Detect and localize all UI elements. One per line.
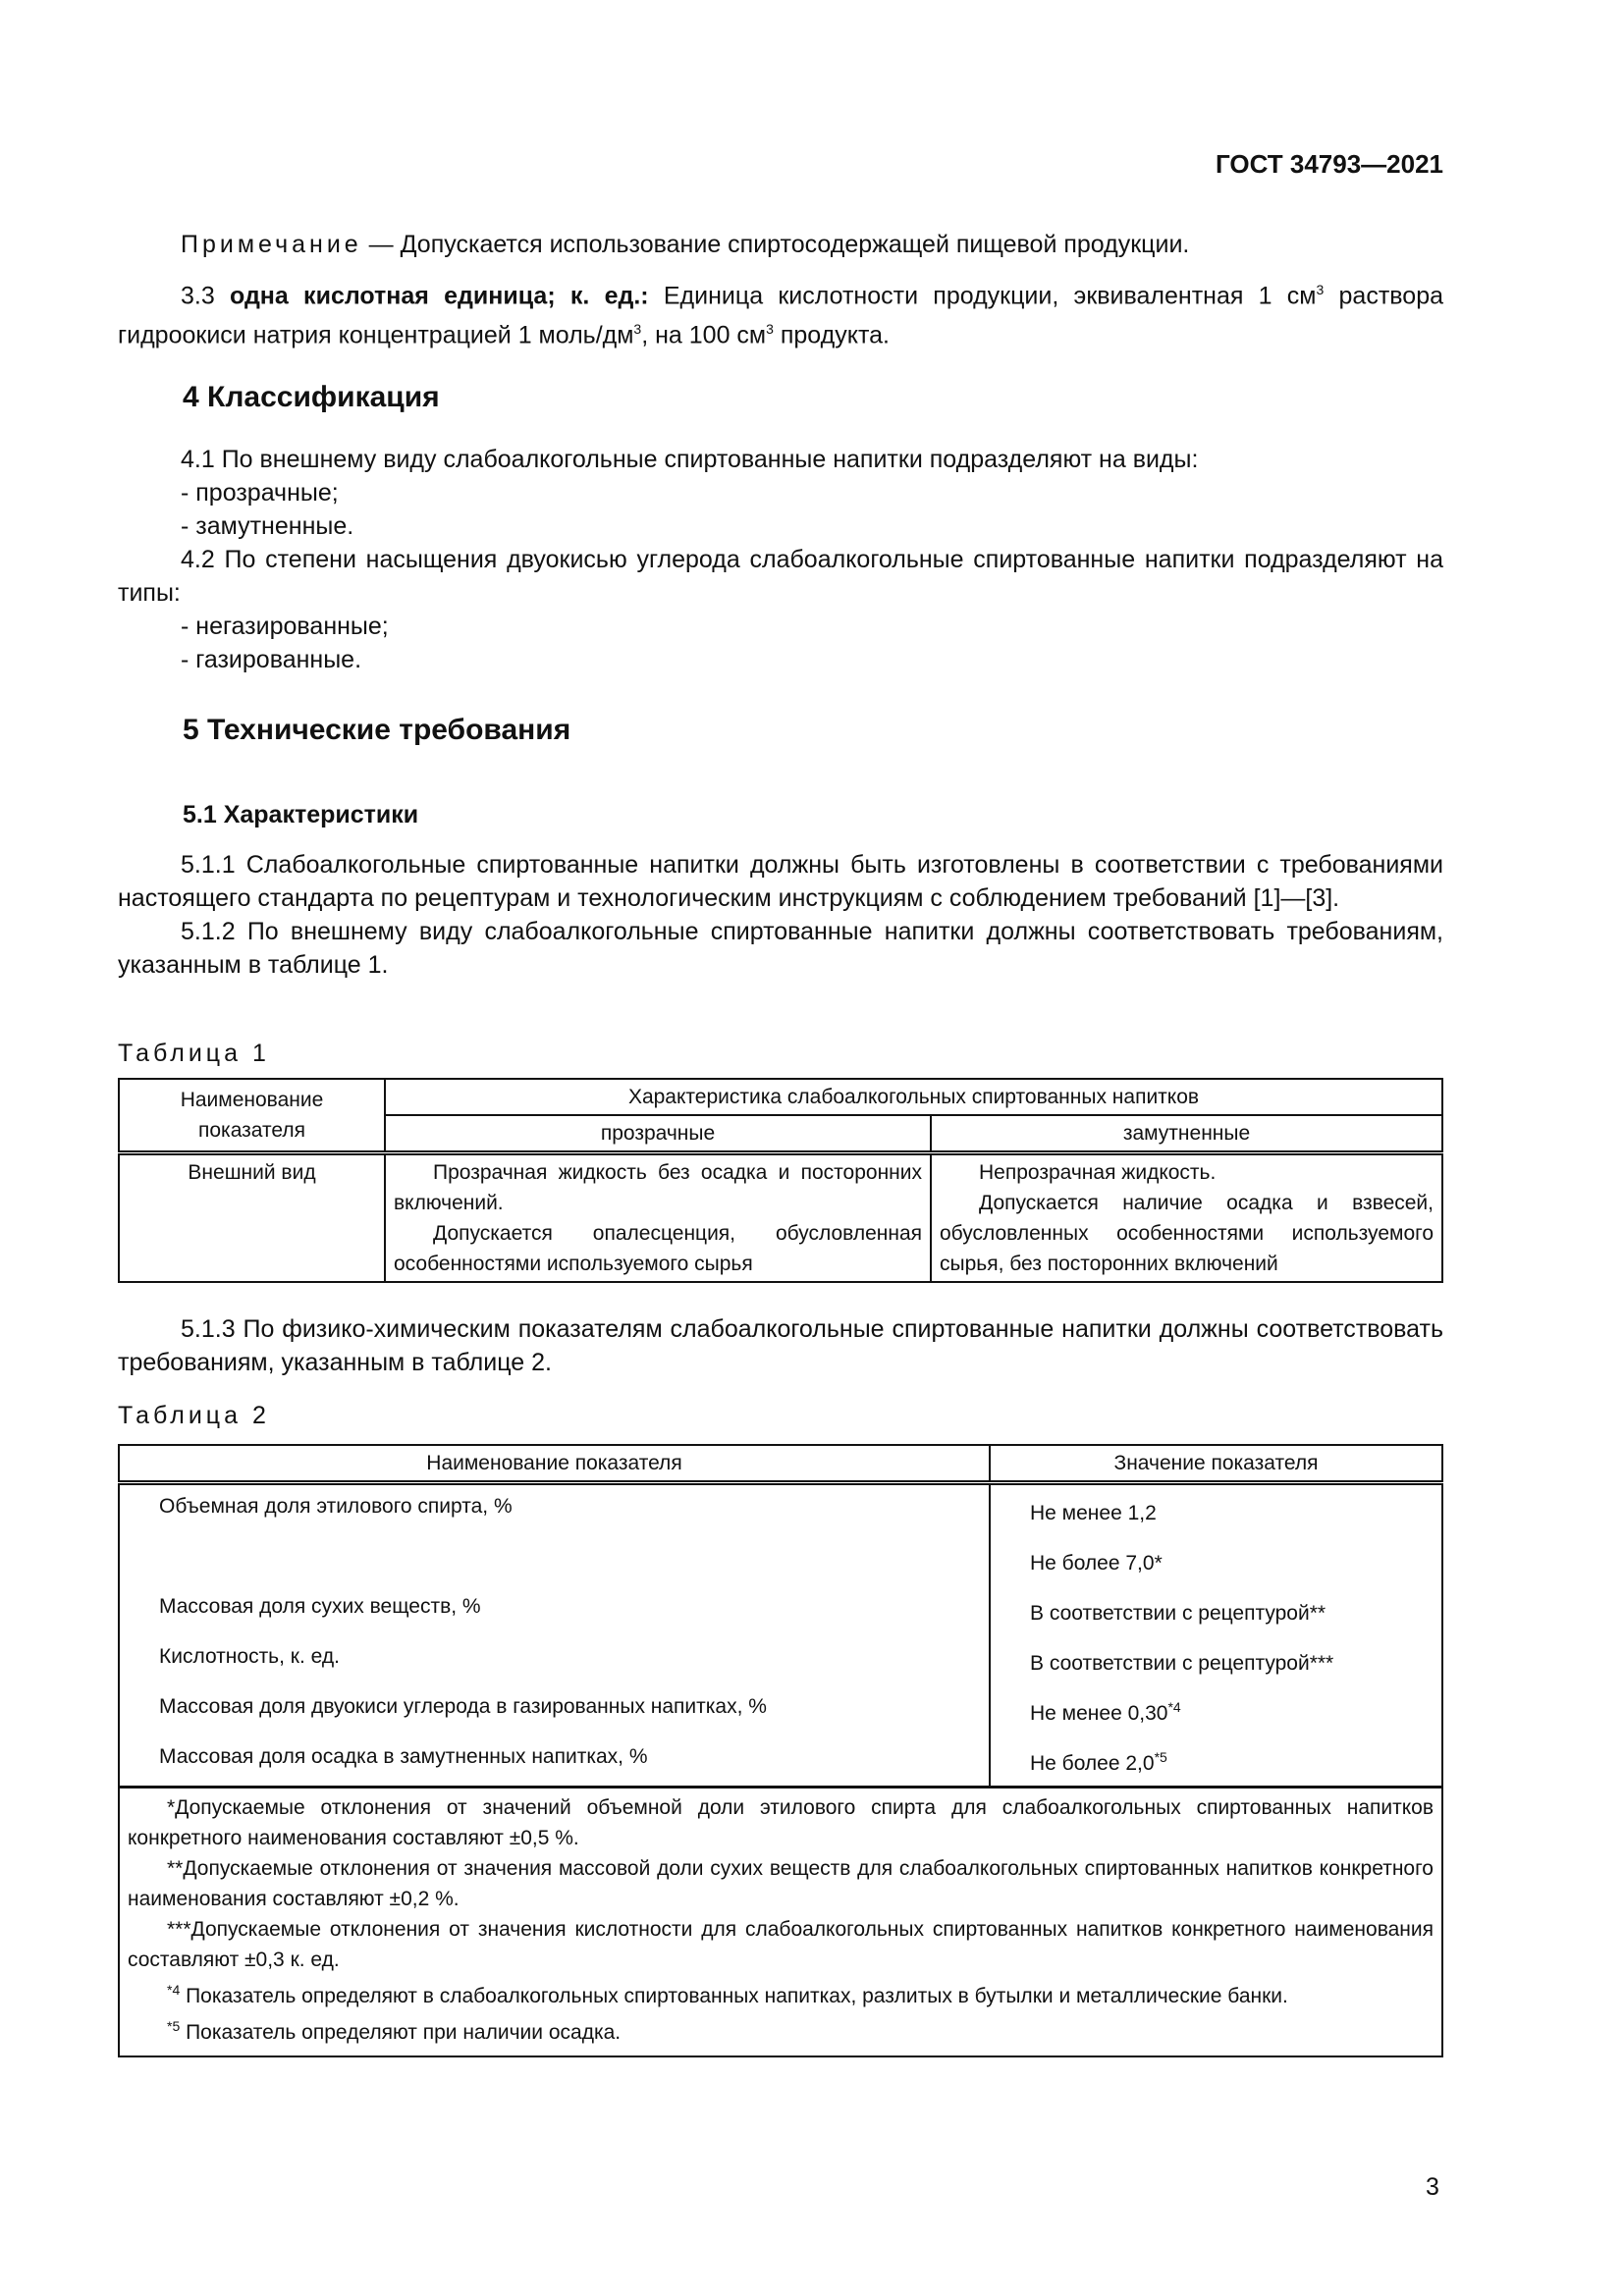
section-5-1-3	[118, 1312, 1443, 1379]
paragraph-5-1-3: 5.1.3 По физико-химическим показателям слабоалкогольные спиртованные напитки должны соответствовать требованиям, указанным в таблице 2.	[118, 1315, 1443, 1376]
section-5-heading	[183, 714, 1508, 747]
t1-cell: Прозрачная жидкость без осадка и посторонних включений.	[394, 1161, 922, 1214]
definition-3-3	[118, 273, 1443, 352]
t1-cell: Непрозрачная жидкость.	[979, 1161, 1217, 1184]
table2-caption	[118, 1399, 1443, 1432]
table1-caption	[118, 1037, 1443, 1070]
t2-value: Не более 7,0*	[1030, 1552, 1163, 1575]
t2-sup: *4	[1167, 1699, 1181, 1715]
t2-value: Не менее 1,2	[1030, 1502, 1157, 1524]
table-row	[119, 1535, 1442, 1585]
t2-value: Не более 2,0	[1030, 1752, 1155, 1775]
list-item: - газированные.	[181, 646, 362, 673]
footnote	[128, 1792, 1434, 1853]
document-id: ГОСТ 34793—2021	[1216, 149, 1443, 179]
t2-name: Кислотность, к. ед.	[119, 1635, 990, 1685]
paragraph-5-1-2: 5.1.2 По внешнему виду слабоалкогольные спиртованные напитки должны соответствовать требованиям, указанным в таблице 1.	[118, 918, 1443, 979]
paragraph: 4.2 По степени насыщения двуокисью углерода слабоалкогольные спиртованные напитки подразделяют на типы:	[118, 546, 1443, 607]
t2-sup: *5	[1154, 1749, 1167, 1765]
note-label: Примечание	[181, 231, 362, 258]
t2-value: В соответствии с рецептурой***	[1030, 1652, 1334, 1675]
footnote-text: Показатель определяют при наличии осадка.	[180, 2021, 622, 2044]
section-4-heading	[183, 381, 1508, 414]
t1-header-group: Характеристика слабоалкогольных спиртованных напитков	[385, 1079, 1442, 1115]
def-text: Единица кислотности продукции, эквивалентная 1 см	[648, 282, 1317, 310]
t2-value: В соответствии с рецептурой**	[1030, 1602, 1326, 1625]
footnote-text: **Допускаемые отклонения от значения массовой доли сухих веществ для слабоалкогольных спиртованных напитков конкретного наименования составляют ±0,2 %.	[128, 1857, 1434, 1910]
note	[118, 228, 1443, 261]
t2-name: Массовая доля двуокиси углерода в газированных напитках, %	[119, 1685, 990, 1735]
note-text: — Допускается использование спиртосодержащей пищевой продукции.	[361, 231, 1190, 258]
def-sup: 3	[1316, 282, 1325, 297]
def-num: 3.3	[181, 282, 230, 310]
table-2	[118, 1444, 1443, 2057]
caption: Таблица 1	[118, 1040, 270, 1067]
table-row	[119, 1735, 1442, 1788]
table-row	[119, 1483, 1442, 1536]
list-item: - негазированные;	[181, 613, 389, 640]
table-footnotes	[119, 1788, 1442, 2057]
def-sup: 3	[766, 321, 774, 338]
footnote-mark: *4	[167, 1982, 181, 1998]
table-row	[119, 1635, 1442, 1685]
footnote-mark: *5	[167, 2018, 181, 2034]
section-4-body	[118, 443, 1443, 676]
t1-header-name: Наименование показателя	[119, 1079, 385, 1153]
t2-value: Не менее 0,30	[1030, 1702, 1168, 1725]
table-row	[119, 1685, 1442, 1735]
t2-name	[119, 1535, 990, 1585]
heading: 5 Технические требования	[183, 714, 571, 746]
t2-name: Массовая доля сухих веществ, %	[119, 1585, 990, 1635]
list-item: - прозрачные;	[181, 479, 339, 507]
heading: 4 Классификация	[183, 381, 440, 413]
table-row	[119, 1585, 1442, 1635]
table-1	[118, 1078, 1443, 1283]
paragraph-5-1-1: 5.1.1 Слабоалкогольные спиртованные напитки должны быть изготовлены в соответствии с требованиями настоящего стандарта по рецептурам и технологическим инструкциям с соблюдением требований [1]—[3].	[118, 851, 1443, 912]
t2-name: Объемная доля этилового спирта, %	[119, 1483, 990, 1536]
footnote	[128, 1914, 1434, 1975]
t2-header-value: Значение показателя	[990, 1445, 1442, 1483]
def-text: , на 100 см	[641, 321, 767, 349]
paragraph: 4.1 По внешнему виду слабоалкогольные спиртованные напитки подразделяют на виды:	[181, 446, 1199, 473]
section-5-1-heading	[183, 801, 1508, 829]
list-item: - замутненные.	[181, 512, 354, 540]
t1-cell-name: Внешний вид	[119, 1153, 385, 1283]
footnote	[128, 1853, 1434, 1914]
section-5-body	[118, 848, 1443, 982]
subheading: 5.1 Характеристики	[183, 801, 419, 828]
def-sup: 3	[633, 321, 642, 338]
def-text: раствора гидроокиси натрия концентрацией 1 моль/дм	[118, 282, 1443, 349]
table-row	[119, 1153, 1442, 1283]
caption: Таблица 2	[118, 1402, 270, 1429]
footnote-text: ***Допускаемые отклонения от значения кислотности для слабоалкогольных спиртованных напитков конкретного наименования составляют ±0,3 к. ед.	[128, 1918, 1434, 1971]
t1-header-cloudy: замутненные	[931, 1115, 1442, 1153]
footnote-text: Показатель определяют в слабоалкогольных спиртованных напитках, разлитых в бутылки и металлические банки.	[180, 1985, 1288, 2007]
t1-cell: Допускается наличие осадка и взвесей, обусловленных особенностями используемого сырья, без посторонних включений	[940, 1192, 1434, 1275]
t1-header-transparent: прозрачные	[385, 1115, 931, 1153]
def-term: одна кислотная единица; к. ед.:	[230, 282, 649, 310]
t2-header-name: Наименование показателя	[119, 1445, 990, 1483]
t2-name: Массовая доля осадка в замутненных напитках, %	[119, 1735, 990, 1788]
footnote	[128, 1975, 1434, 2011]
footnote	[128, 2011, 1434, 2048]
footnote-text: *Допускаемые отклонения от значений объемной доли этилового спирта для слабоалкогольных спиртованных напитков конкретного наименования составляют ±0,5 %.	[128, 1796, 1434, 1849]
page-number: 3	[1426, 2173, 1439, 2201]
t1-cell: Допускается опалесценция, обусловленная особенностями используемого сырья	[394, 1222, 922, 1275]
def-text: продукта.	[773, 321, 890, 349]
